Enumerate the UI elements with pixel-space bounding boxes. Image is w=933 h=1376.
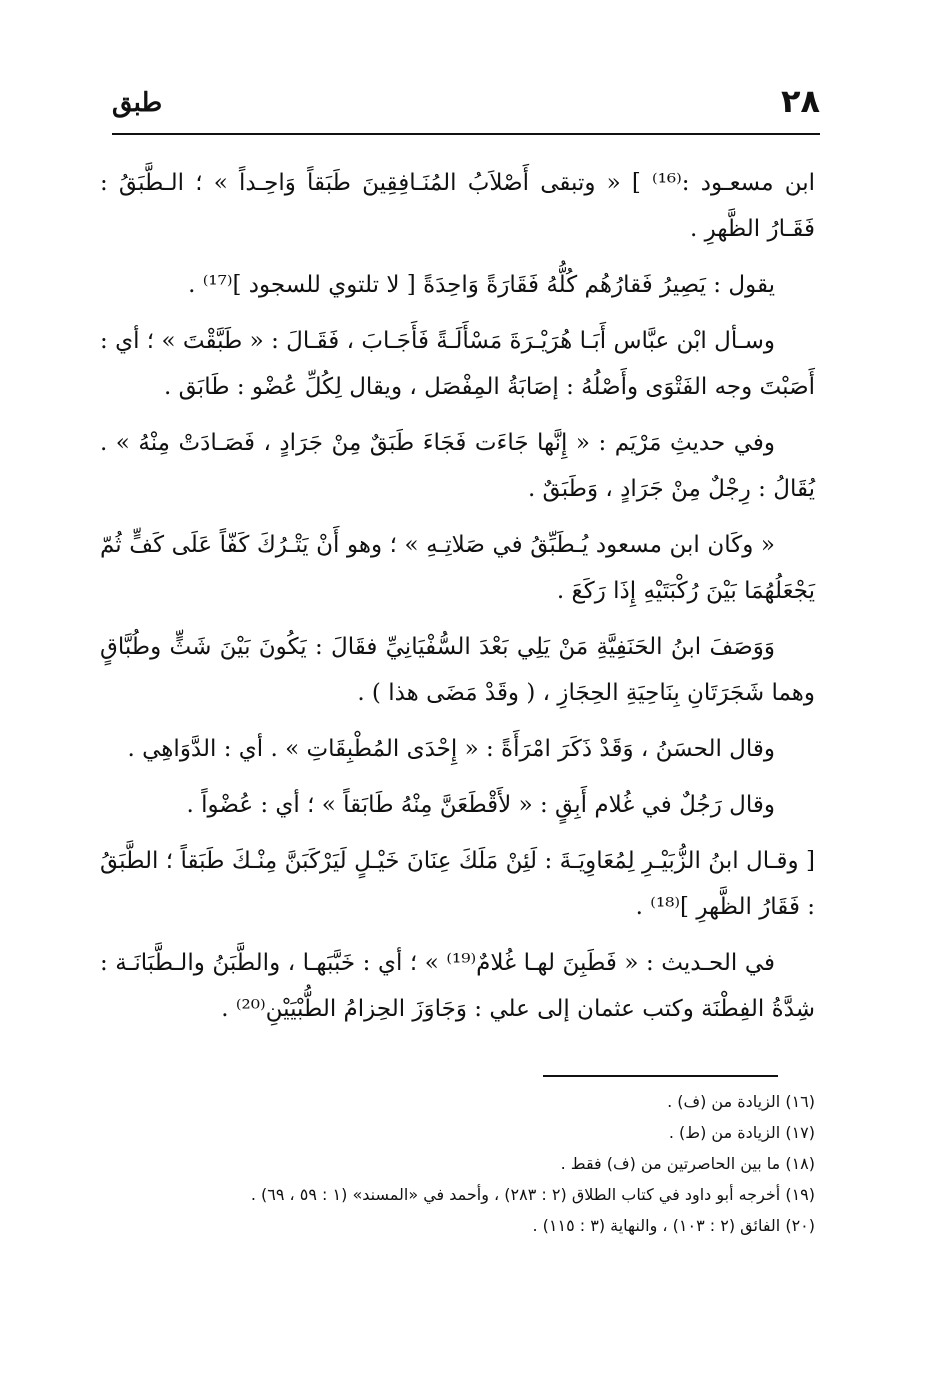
page-header bbox=[112, 82, 820, 122]
paragraph: ابن مسعـود :⁽¹⁶⁾ ] « وتبقى أَصْلاَبُ المُنَـافِقِينَ طَبَقاً وَاحِـداً » ؛ الـطَّبَقُ : فَقَـارُ الظَّهرِ . bbox=[100, 170, 816, 242]
paragraph: وقال الحسَنُ ، وَقَدْ ذَكَرَ امْرَأَةً : « إِحْدَى المُطْبِقَاتِ » . أي : الدَّوَاهِي . bbox=[127, 736, 775, 762]
header-divider bbox=[112, 133, 820, 135]
paragraph: [ وقـال ابنُ الزُّبَيْـرِ لِمُعَاوِيَـةَ : لَئِنْ مَلَكَ عِنَانَ خَيْـلٍ لَيَرْكَبَنَّ مِنْـكَ طَبَقاً ؛ الطَّبَقُ : فَقَارُ الظَّهرِ ]⁽¹⁸⁾ . bbox=[100, 848, 815, 920]
paragraph: وَوَصَفَ ابنُ الحَنَفِيَّةِ مَنْ يَلِي بَعْدَ السُّفْيَانِيِّ فقَالَ : يَكُونَ بَيْنَ شَثٍّ وطُبَّاقٍ وهما شَجَرَتَانِ بِنَاحِيَةِ الحِجَازِ ، ( وقَدْ مَضَى هذا ) . bbox=[100, 634, 815, 706]
footnotes bbox=[100, 1086, 815, 1241]
paragraph: وسـأل ابْن عبَّاس أَبَـا هُرَيْـرَةَ مَسْأَلَـةً فَأَجَـابَ ، فَقَـالَ : « طَبَّقْتَ » ؛ أي : أَصَبْتَ وجه الفَتْوَى وأَصْلُهُ : إصَابَةُ المِفْصَل ، ويقال لِكُلِّ عُضْو : طَابَق . bbox=[100, 328, 815, 400]
footnote: (١٧) الزيادة من (ط) . bbox=[668, 1123, 815, 1142]
paragraph: يقول : يَصِيرُ فَقارُهُم كُلُّهُ فَقَارَةً وَاحِدَةً [ لا تلتوي للسجود ]⁽¹⁷⁾ . bbox=[188, 272, 775, 298]
footnote: (١٨) ما بين الحاصرتين من (ف) فقط . bbox=[560, 1154, 815, 1173]
page-number: ٢٨ bbox=[780, 82, 820, 120]
footnote: (٢٠) الفائق (٢ : ١٠٣) ، والنهاية (٣ : ١١٥) . bbox=[532, 1216, 815, 1235]
running-title: طبق bbox=[112, 88, 163, 118]
footnote: (١٦) الزيادة من (ف) . bbox=[667, 1092, 815, 1111]
main-text bbox=[100, 160, 815, 1042]
paragraph: في الحـديث : « فَطَبِنَ لهـا غُلامٌ⁽¹⁹⁾ » ؛ أي : خَبَّبَهـا ، والطَّبَنُ والـطَّبَانَـة : شِدَّةُ الفِطْنَة وكتب عثمان إلى علي : وَجَاوَزَ الحِزامُ الطُّبْيَيْنِ⁽²⁰⁾ . bbox=[100, 950, 815, 1022]
footnote: (١٩) أخرجه أبو داود في كتاب الطلاق (٢ : ٢٨٣) ، وأحمد في «المسند» (١ : ٥٩ ، ٦٩) . bbox=[250, 1185, 815, 1204]
paragraph: وفي حديثِ مَرْيَم : « إِنَّها جَاءَت فَجَاءَ طَبَقٌ مِنْ جَرَادٍ ، فَصَـادَتْ مِنْهُ » . يُقَالُ : رِجْلٌ مِنْ جَرَادٍ ، وَطَبَقٌ . bbox=[100, 430, 815, 502]
paragraph: وقال رَجُلٌ في غُلام أَبِقٍ : « لأَقْطَعَنَّ مِنْهُ طَابَقاً » ؛ أي : عُضْواً . bbox=[186, 792, 775, 818]
paragraph: « وكَان ابن مسعود يُـطَبِّقُ في صَلاتِـهِ » ؛ وهو أَنْ يَتْـرُكَ كَفّاً عَلَى كَفٍّ ثُمّ يَجْعَلُهُمَا بَيْنَ رُكْبَتَيْهِ إِذَا رَكَعَ . bbox=[100, 532, 815, 604]
footnote-divider bbox=[543, 1075, 778, 1077]
